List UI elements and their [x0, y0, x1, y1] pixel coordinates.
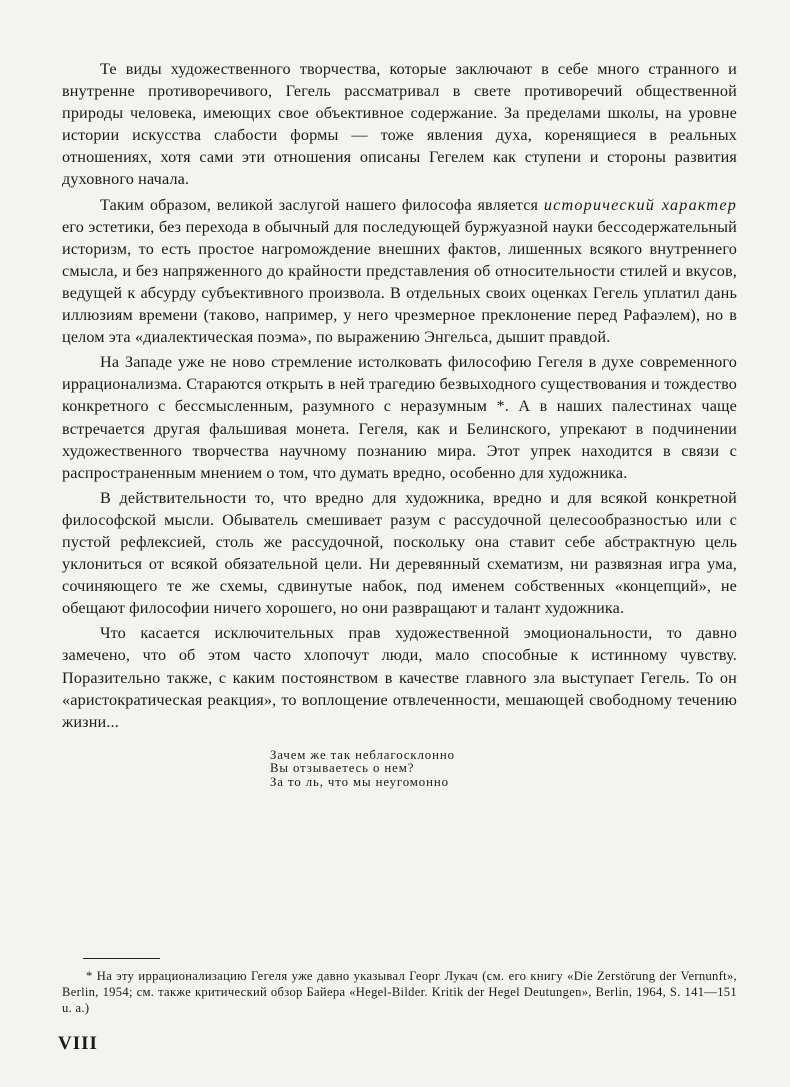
poem-line: Вы отзываетесь о нем? — [270, 761, 415, 776]
page-number: VIII — [58, 1033, 98, 1054]
poem-quote — [270, 749, 737, 790]
page-body — [62, 58, 737, 790]
footnote-divider — [83, 958, 160, 959]
paragraph — [62, 622, 737, 732]
paragraph — [62, 194, 737, 349]
poem-line: За то ль, что мы неугомонно — [270, 775, 449, 789]
paragraph — [62, 487, 737, 620]
paragraph-text: Что касается исключительных прав художественной эмоциональности, то давно замечено, что об этом часто хлопочут люди, мало способные к истинному чувству. Поразительно также, с каким постоянством в качестве главного зла выступает Гегель. То он «аристократическая реакция», то воплощение отвлеченности, мешающей свободному течению жизни... — [62, 624, 737, 731]
poem-line: Зачем же так неблагосклонно — [270, 747, 455, 762]
footnote: * На эту иррационализацию Гегеля уже давно указывал Георг Лукач (см. его книгу «Die Zerstörung der Vernunft», Berlin, 1954; см. также критический обзор Байера «Hegel-Bilder. Kritik der Hegel Deutungen», Berlin, 1964, S. 141—151 u. a.) — [62, 969, 737, 1015]
paragraph-text: Таким образом, великой заслугой нашего философа является — [100, 195, 544, 214]
paragraph-text: На Западе уже не ново стремление истолковать философию Гегеля в духе современного иррационализма. Стараются открыть в ней трагедию безвыходного существования и тождество конкретного с бессмысленным, разумного с неразумным *. А в наших палестинах чаще встречается другая фальшивая монета. Гегеля, как и Белинского, упрекают в подчинении художественного творчества научному познанию мира. Этот упрек находится в связи с распространенным мнением о том, что думать вредно, особенно для художника. — [62, 353, 737, 482]
paragraph — [62, 58, 737, 191]
paragraph — [62, 351, 737, 484]
paragraph-text: Те виды художественного творчества, которые заключают в себе много странного и внутренне противоречивого, Гегель рассматривал в свете противоречий общественной природы человека, имеющих свое объективное содержание. За пределами школы, на уровне истории искусства слабости формы — тоже явления духа, коренящиеся в реальных отношениях, хотя сами эти отношения описаны Гегелем как ступени и стороны развития духовного начала. — [62, 60, 737, 189]
emphasis-text: исторический характер — [543, 195, 737, 214]
paragraph-text: его эстетики, без перехода в обычный для последующей буржуазной науки бессодержательный историзм, то есть простое нагромождение внешних фактов, лишенных всякого внутреннего смысла, и без напряженного до крайности представления об относительности стилей и вкусов, ведущей к абсурду субъективного произвола. В отдельных своих оценках Гегель уплатил дань иллюзиям времени (таково, например, у него чрезмерное преклонение перед Рафаэлем), но в целом эта «диалектическая поэма», по выражению Энгельса, дышит правдой. — [62, 217, 737, 347]
paragraph-text: В действительности то, что вредно для художника, вредно и для всякой конкретной философской мысли. Обыватель смешивает разум с рассудочной целесообразностью или с пустой рефлексией, столь же рассудочной, поскольку она ставит себе абстрактную цель уклониться от всякой обязательной цели. Ни деревянный схематизм, ни развязная игра ума, сочиняющего те же схемы, сдвинутые набок, под именем собственных «концепций», не обещают философии ничего хорошего, но они развращают и талант художника. — [62, 488, 737, 618]
